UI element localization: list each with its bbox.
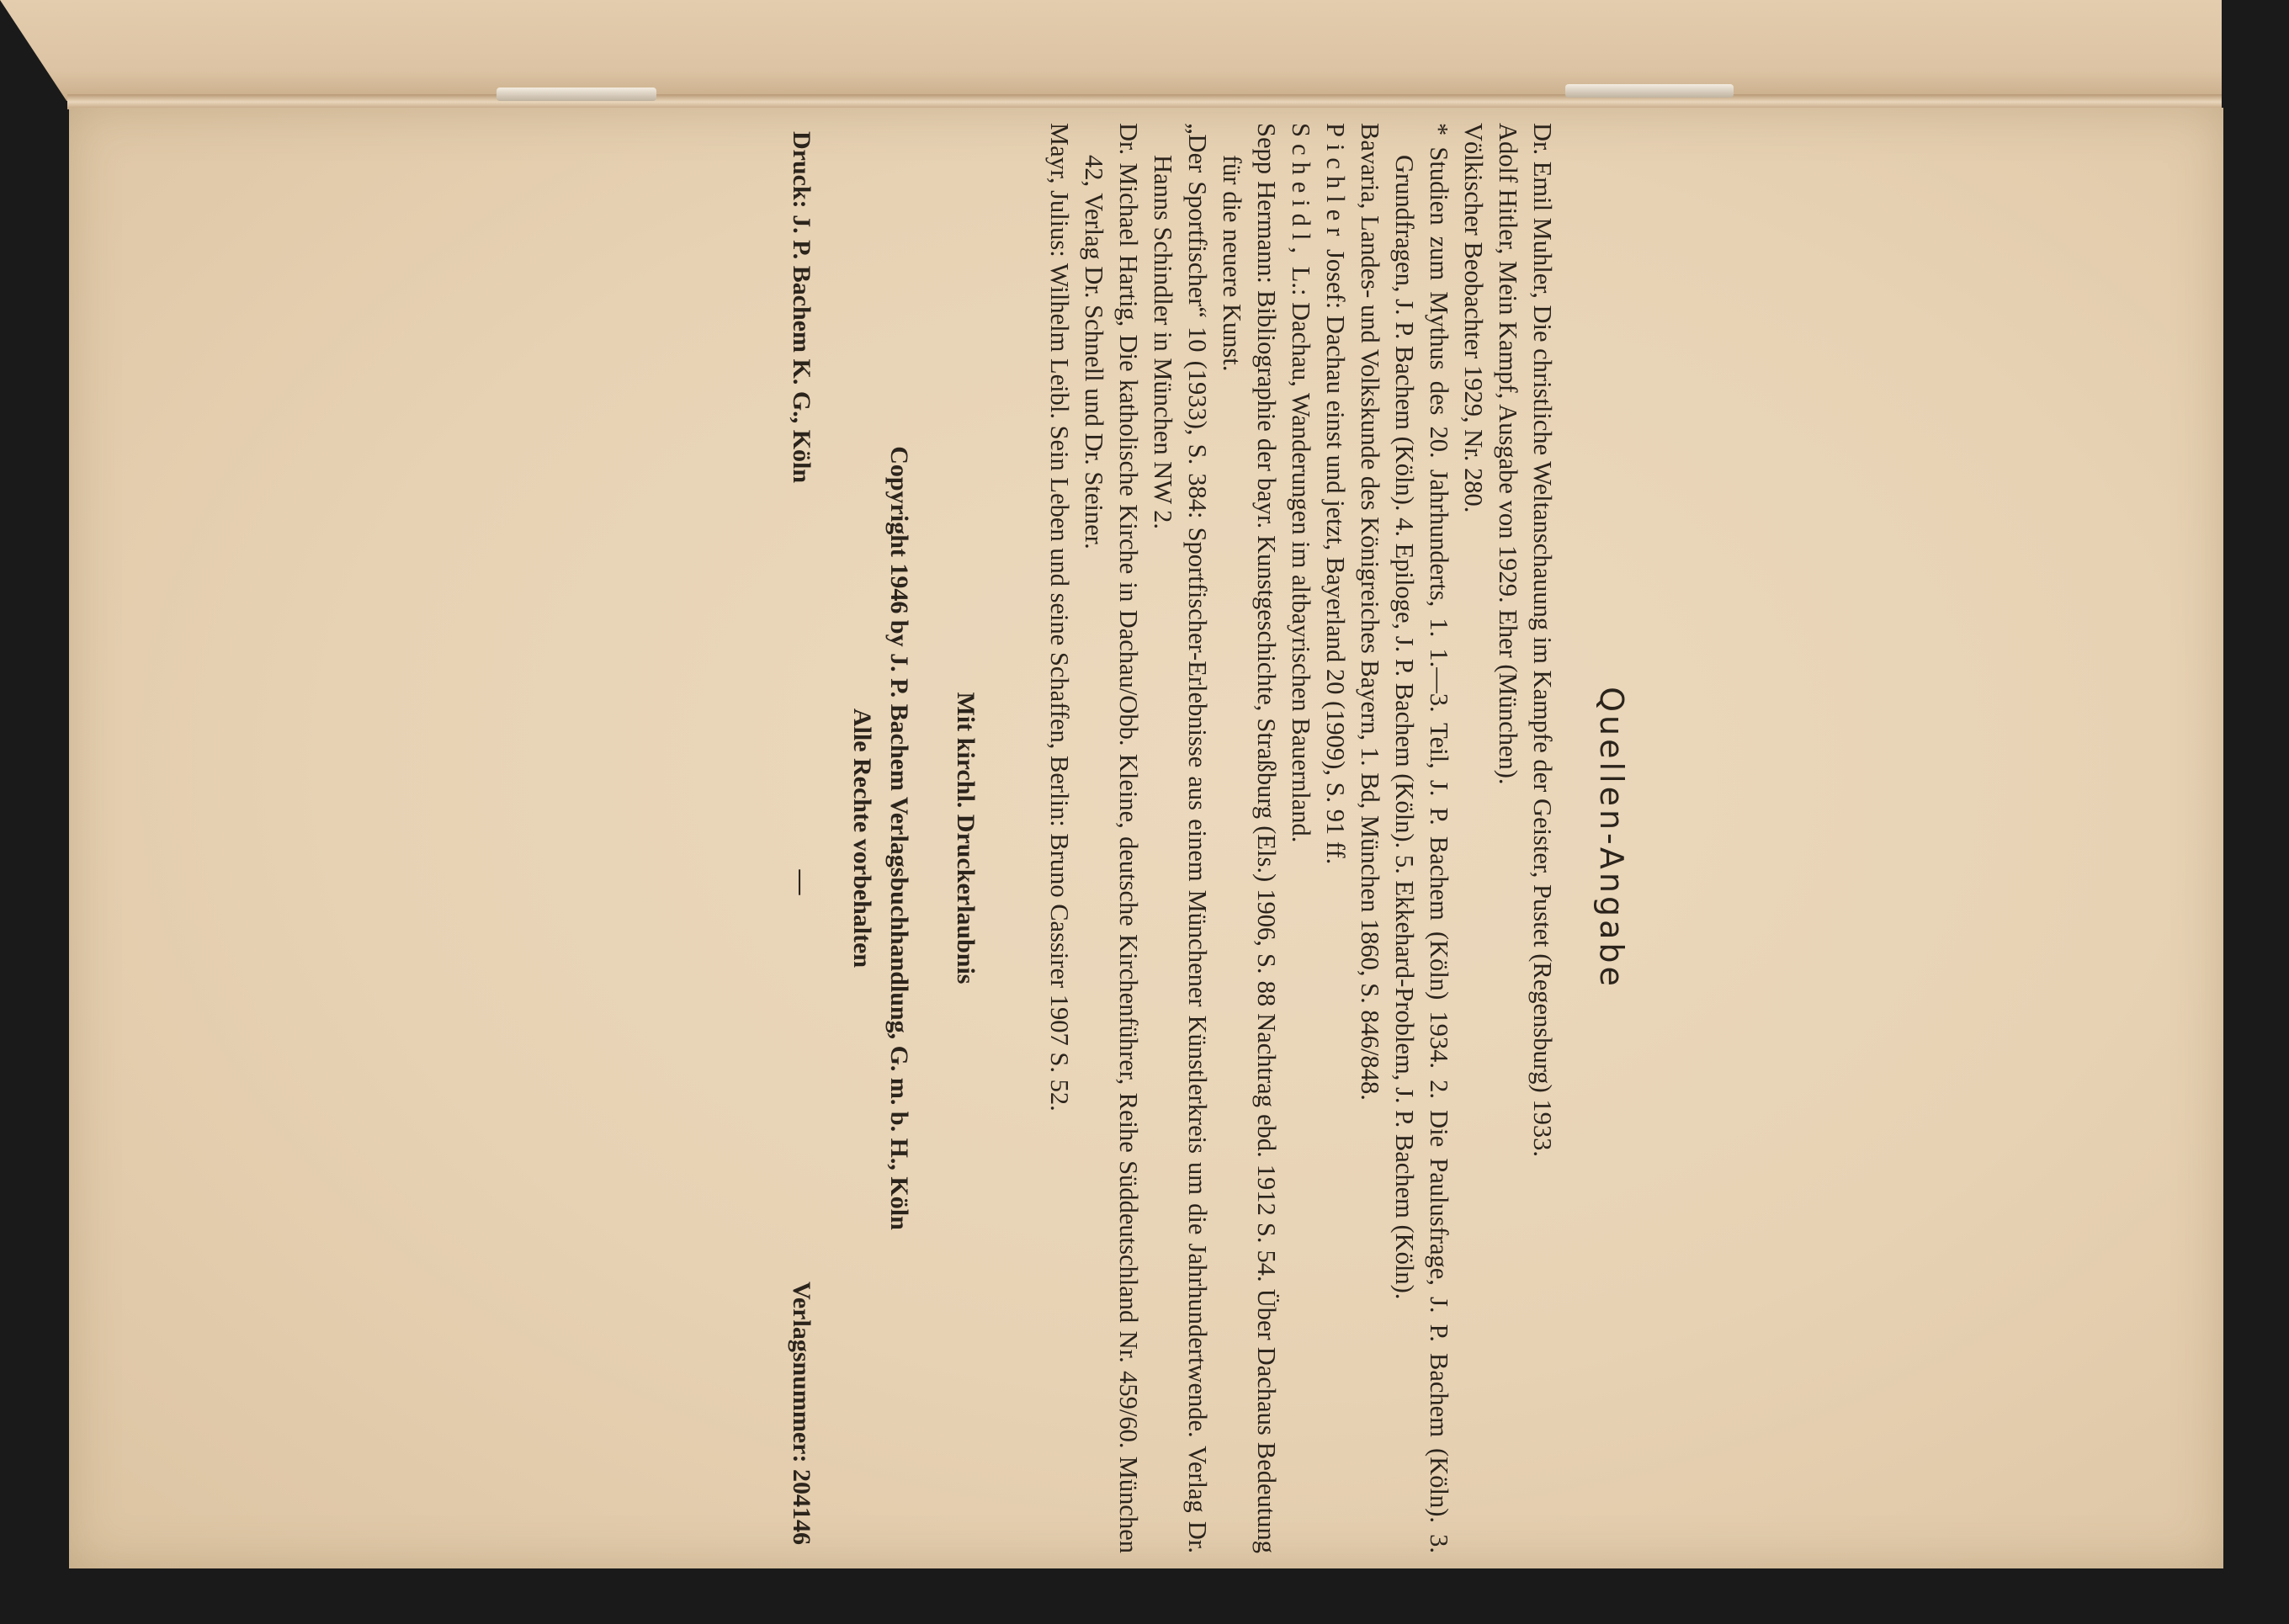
imprimatur-note: Mit kirchl. Druckerlaubnis xyxy=(952,692,980,984)
reference-list xyxy=(1042,123,1559,1553)
copyright-line: Copyright 1946 by J. P. Bachem Verlagsbuchhandlung, G. m. b. H., Köln xyxy=(885,446,913,1230)
reference-author-spaced: Pichler xyxy=(1321,123,1350,243)
facing-page-edge xyxy=(0,0,2222,101)
printer-line xyxy=(783,123,820,1553)
reference-item: Adolf Hitler, Mein Kampf, Ausgabe von 1929. Eher (München). xyxy=(1494,123,1522,785)
staple-right xyxy=(1565,84,1734,98)
rotated-text-block xyxy=(662,123,1630,1553)
separator-dash: — xyxy=(788,869,815,895)
reference-item: „Der Sportfischer“ 10 (1933), S. 384: Sportfischer-Erlebnisse aus einem Münchener Künstlerkreis um die Jahrhundertwende. Verlag Dr. Hanns Schindler in München NW 2. xyxy=(1149,123,1212,1553)
page-title: Quellen-Angabe xyxy=(1593,687,1630,990)
printer-info: Druck: J. P. Bachem K. G., Köln xyxy=(788,131,815,484)
rights-line: Alle Rechte vorbehalten xyxy=(848,708,876,969)
publisher-number: Verlagsnummer: 204146 xyxy=(788,1281,815,1545)
reference-item xyxy=(1283,123,1318,1553)
reference-item: Dr. Emil Muhler, Die christliche Weltanschauung im Kampfe der Geister, Pustet (Regensburg) 1933. xyxy=(1528,123,1557,1157)
reference-text: Josef: Dachau einst und jetzt, Bayerland 20 (1909), S. 91 ff. xyxy=(1321,242,1350,865)
staple-left xyxy=(497,88,656,101)
reference-item: Mayr, Julius: Wilhelm Leibl. Sein Leben und seine Schaffen, Berlin: Bruno Cassirer 1907 S. 52. xyxy=(1045,123,1074,1112)
reference-text: L.: Dachau, Wanderungen im altbayrischen Bauernland. xyxy=(1287,260,1315,843)
reference-item xyxy=(1318,123,1352,1553)
reference-item: Bavaria, Landes- und Volkskunde des Königreiches Bayern, 1. Bd, München 1860, S. 846/848. xyxy=(1356,123,1384,1101)
reference-item: Völkischer Beobachter 1929, Nr. 280. xyxy=(1459,123,1488,513)
reference-item: * Studien zum Mythus des 20. Jahrhunderts, 1. 1.—3. Teil, J. P. Bachem (Köln) 1934. 2. Die Paulusfrage, J. P. Bachem (Köln). 3. Grundfragen, J. P. Bachem (Köln). 4. Epiloge, J. P. Bachem (Köln). 5. Ekkehard-Problem, J. P. Bachem (Köln). xyxy=(1390,123,1453,1553)
reference-author-spaced: Scheidl, xyxy=(1287,123,1315,261)
reference-item: Sepp Hermann: Bibliographie der bayr. Kunstgeschichte, Straßburg (Els.) 1906, S. 88 Nachtrag ebd. 1912 S. 54. Über Dachaus Bedeutung für die neuere Kunst. xyxy=(1218,123,1281,1553)
book-page xyxy=(69,108,2223,1568)
reference-item: Dr. Michael Hartig, Die katholische Kirche in Dachau/Obb. Kleine, deutsche Kirchenführer, Reihe Süddeutschland Nr. 459/60. München 42, Verlag Dr. Schnell und Dr. Steiner. xyxy=(1080,123,1143,1553)
